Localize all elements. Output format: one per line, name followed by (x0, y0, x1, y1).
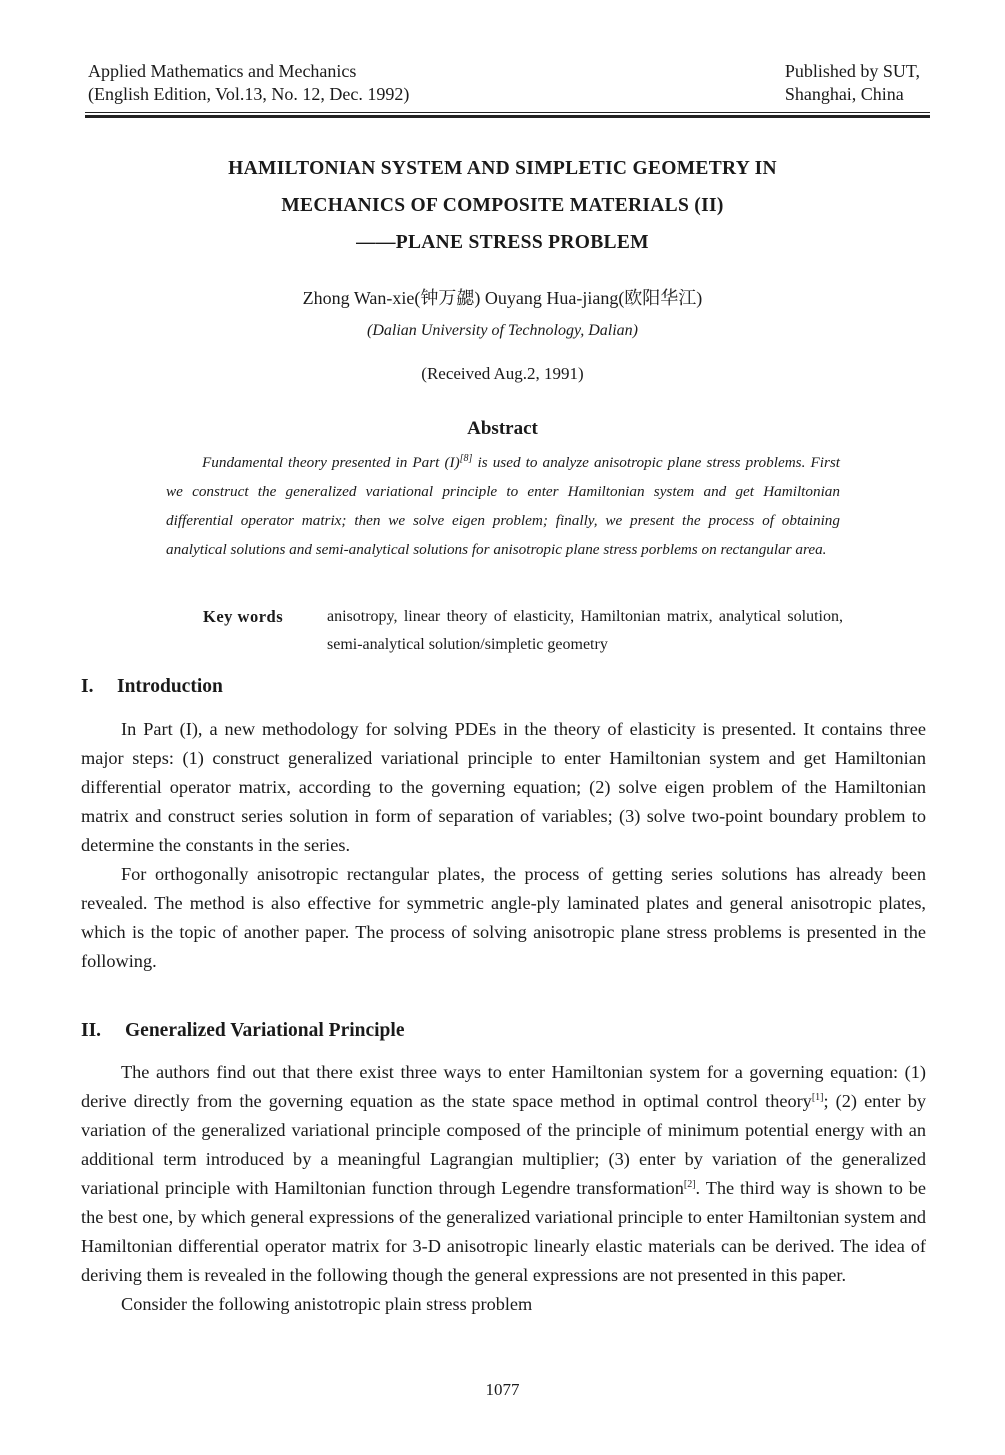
paragraph (81, 1058, 926, 1290)
title-line-2: MECHANICS OF COMPOSITE MATERIALS (II) (281, 195, 724, 216)
paragraph: Consider the following anistotropic plain stress problem (121, 1294, 533, 1314)
publisher-name: Published by SUT, (784, 61, 920, 81)
section-title: Introduction (117, 676, 223, 697)
citation: [1] (811, 1091, 824, 1103)
publisher-info (785, 60, 920, 106)
variational-principle-body (81, 1058, 926, 1319)
citation: [2] (683, 1178, 696, 1190)
abstract-heading: Abstract (467, 418, 538, 439)
header-rule-thin (85, 112, 930, 113)
title-line-3: ——PLANE STRESS PROBLEM (356, 232, 649, 253)
keywords-label: Key words (203, 607, 284, 626)
abstract-text-rest: is used to analyze anisotropic plane stress problems. First we construct the generalized variational principle to enter Hamiltonian system and get Hamiltonian differential operator matrix; then we solve eigen problem; finally, we present the process of obtaining analytical solutions and semi-analytical solutions for anisotropic plane stress porblems on rectangular area. (166, 454, 840, 558)
publisher-location: Shanghai, China (784, 84, 904, 104)
header-rule-thick (85, 115, 930, 118)
section-heading-introduction (81, 676, 223, 698)
keywords-block (203, 603, 843, 659)
keywords-text: anisotropy, linear theory of elasticity, Hamiltonian matrix, analytical solution, semi-analytical solution/simpletic geometry (327, 608, 843, 653)
journal-issue: (English Edition, Vol.13, No. 12, Dec. 1992) (88, 84, 410, 104)
author-list: Zhong Wan-xie(钟万勰) Ouyang Hua-jiang(欧阳华江) (302, 288, 703, 308)
abstract-body (166, 448, 840, 564)
paragraph-text: ; (2) enter by variation of the generalized variational principle composed of the principle of minimum potential energy with an additional term introduced by a meaningful Lagrangian multiplier; (3) enter by variation of the generalized variational principle with Hamiltonian function through Legendre transformation (81, 1091, 926, 1198)
introduction-body (81, 715, 926, 976)
section-heading-variational-principle (81, 1020, 404, 1042)
received-date: (Received Aug.2, 1991) (421, 364, 584, 383)
journal-name: Applied Mathematics and Mechanics (88, 61, 357, 81)
paragraph-text: . The third way is shown to be the best one, by which general expressions of the generalized variational principle to enter Hamiltonian system and Hamiltonian differential operator matrix for 3-D anisotropic linearly elastic materials can be derived. The idea of deriving them is revealed in the following though the general expressions are not presented in this paper. (81, 1178, 926, 1285)
journal-header (88, 60, 928, 112)
abstract-citation: [8] (459, 452, 473, 464)
paragraph: For orthogonally anisotropic rectangular plates, the process of getting series solutions has already been revealed. The method is also effective for symmetric angle-ply laminated plates and general anisotropic plates, which is the topic of another paper. The process of solving anisotropic plane stress problems is presented in the following. (81, 864, 926, 971)
title-line-1: HAMILTONIAN SYSTEM AND SIMPLETIC GEOMETRY IN (228, 158, 777, 179)
section-number: I. (81, 676, 94, 697)
paragraph: In Part (I), a new methodology for solving PDEs in the theory of elasticity is presented. It contains three major steps: (1) construct generalized variational principle to enter Hamiltonian system and get Hamiltonian differential operator matrix, according to the governing equation; (2) solve eigen problem of the Hamiltonian matrix and construct series solution in form of separation of variables; (3) solve two-point boundary problem to determine the constants in the series. (81, 719, 926, 855)
page-number: 1077 (485, 1380, 520, 1399)
section-title: Generalized Variational Principle (125, 1020, 405, 1041)
paragraph-text: The authors find out that there exist three ways to enter Hamiltonian system for a governing equation: (1) derive directly from the governing equation as the state space method in optimal control theory (81, 1062, 926, 1111)
journal-citation (88, 60, 409, 106)
section-number: II. (81, 1020, 102, 1041)
paper-title (80, 150, 925, 261)
abstract-text-start: Fundamental theory presented in Part (I) (202, 454, 460, 471)
affiliation: (Dalian University of Technology, Dalian) (367, 322, 638, 339)
